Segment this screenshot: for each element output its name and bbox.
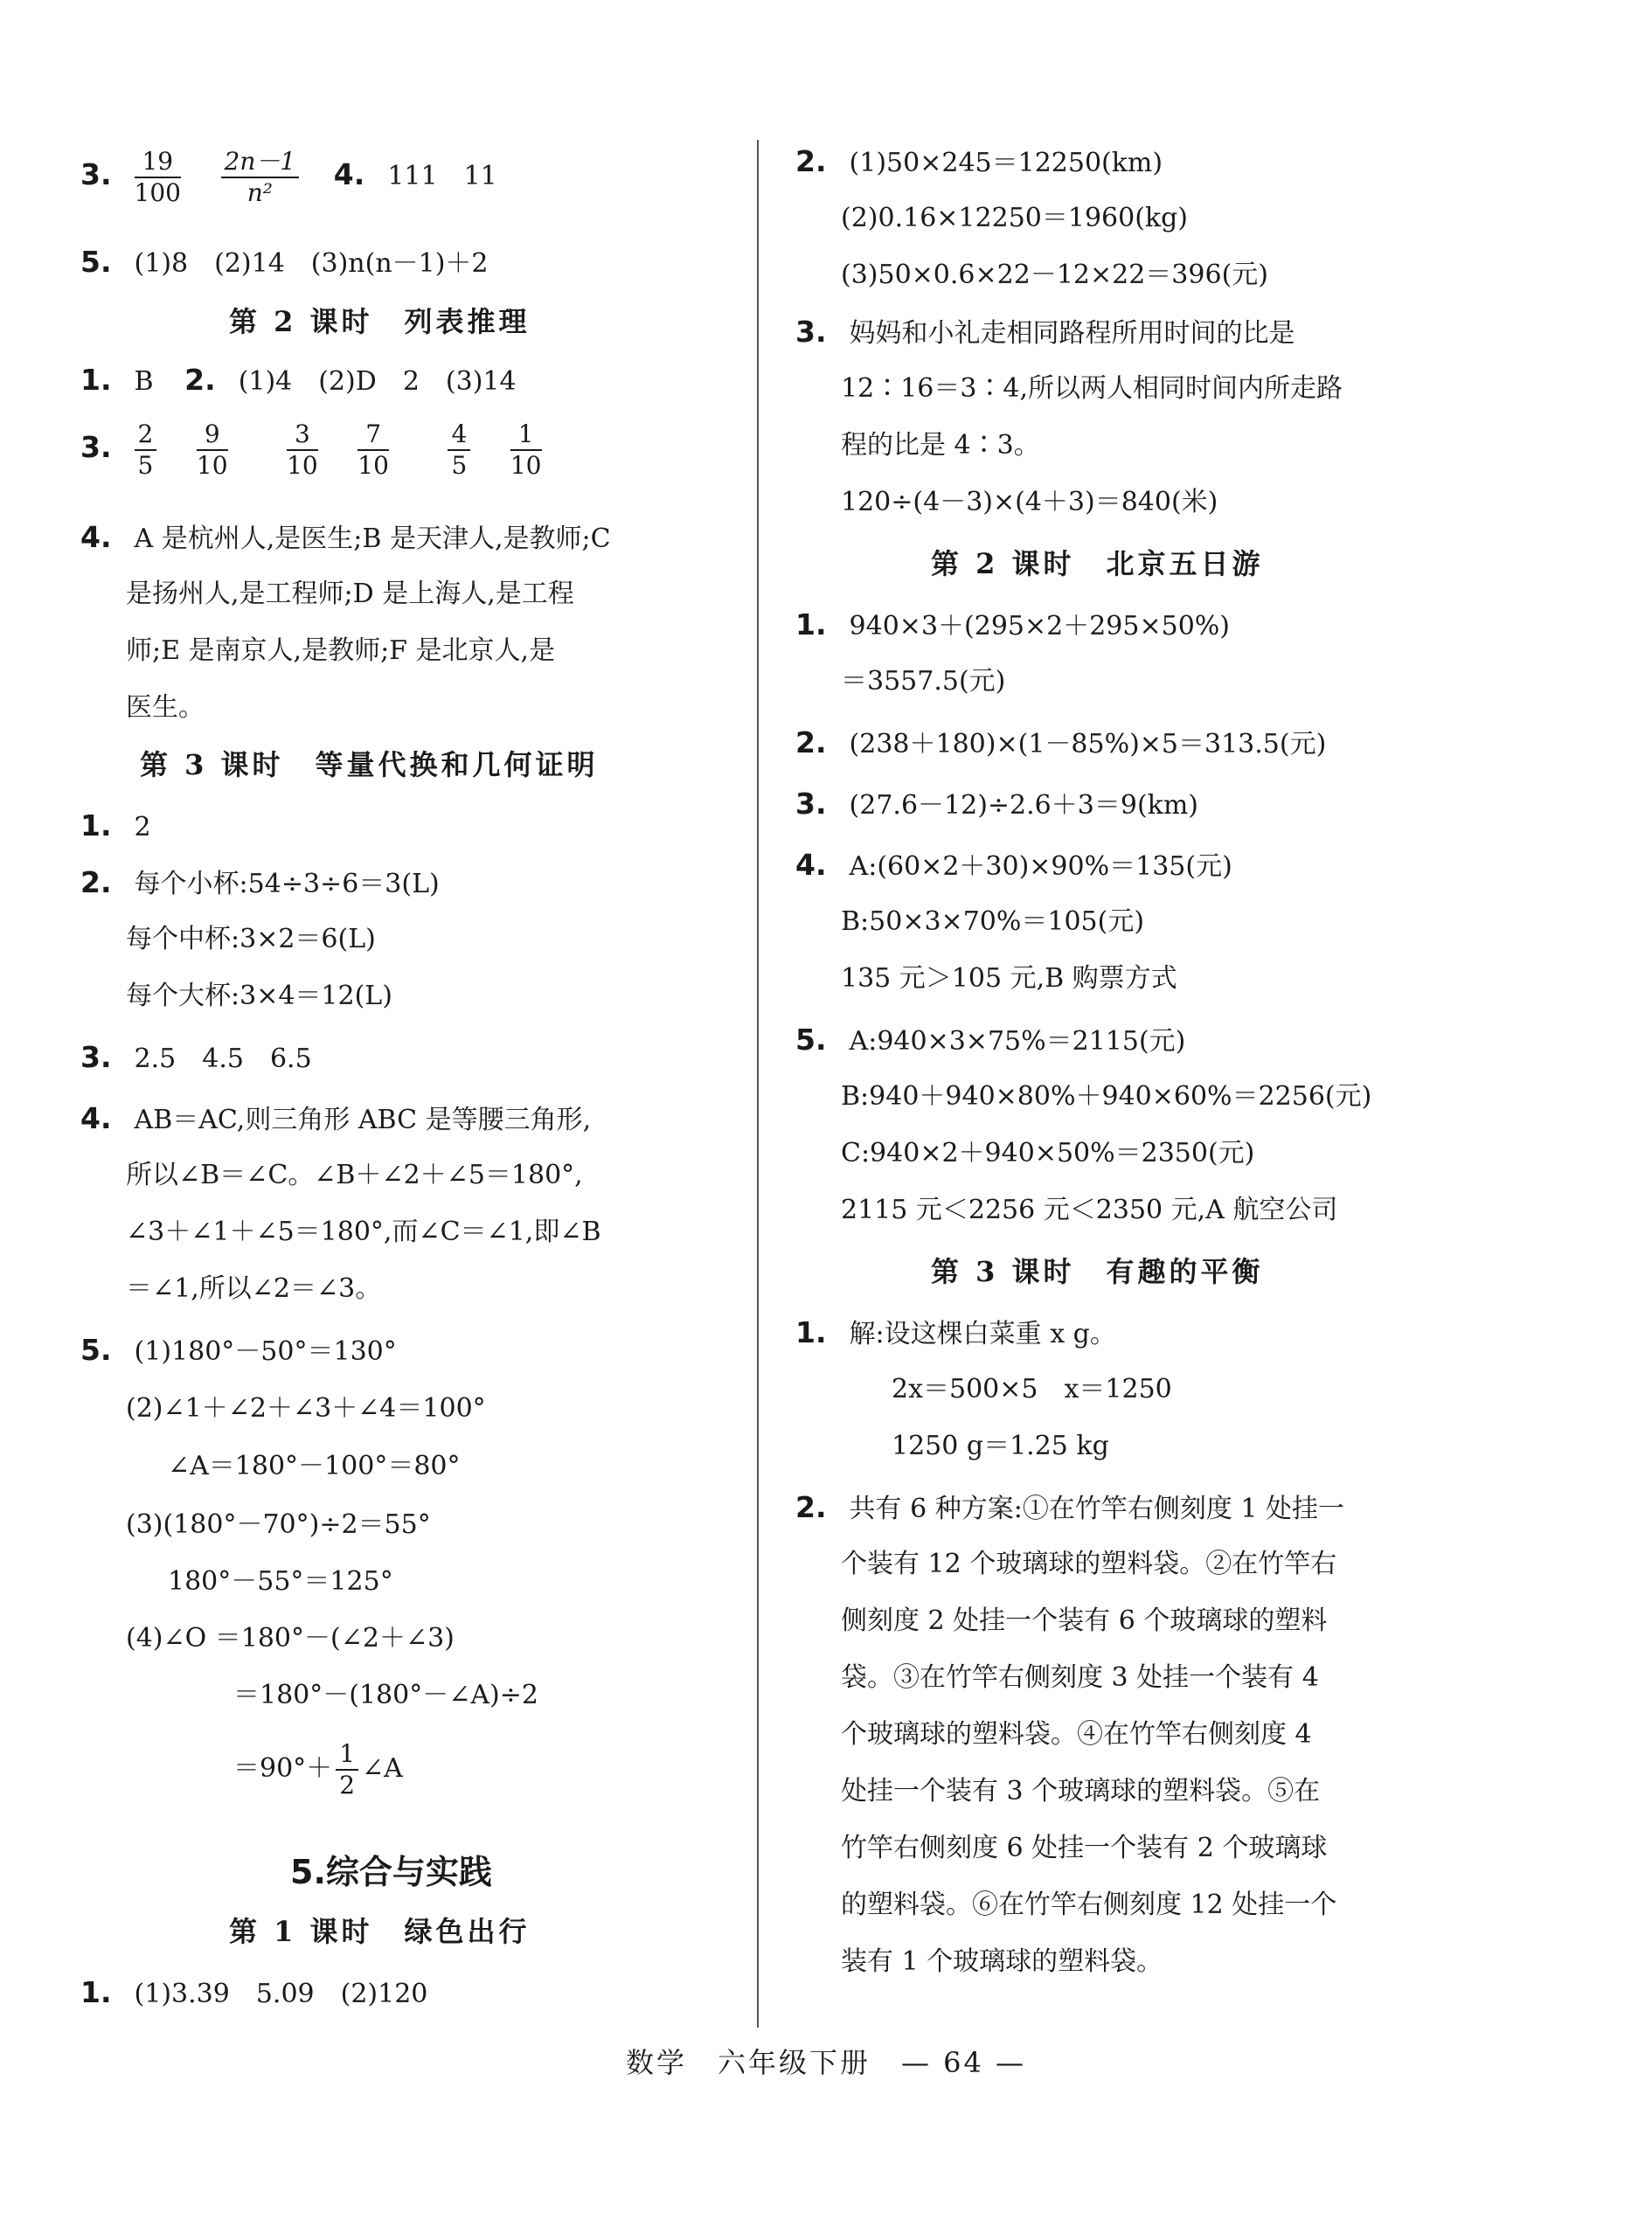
- item-number: 4.: [795, 848, 827, 882]
- numerator: 9: [197, 420, 228, 451]
- item-number: 4.: [80, 1101, 112, 1135]
- answer-text: B:940＋940×80%＋940×60%＝2256(元): [841, 1081, 1372, 1112]
- answer-text: 2.5 4.5 6.5: [134, 1044, 312, 1074]
- answer-line: [795, 315, 1295, 351]
- item-number: 5.: [80, 1333, 112, 1367]
- item-number: 1.: [80, 1975, 112, 2009]
- answer-text: 侧刻度 2 处挂一个装有 6 个玻璃球的塑料: [841, 1605, 1328, 1636]
- lesson-heading: 第 2 课时 列表推理: [229, 305, 531, 338]
- numerator: 19: [135, 147, 181, 178]
- item-number: 3.: [795, 787, 827, 821]
- lesson-heading: 第 2 课时 北京五日游: [931, 547, 1264, 580]
- answer-line: [795, 848, 1232, 884]
- answer-line: [80, 420, 558, 481]
- answer-text: 每个中杯:3×2＝6(L): [126, 924, 376, 954]
- answer-text: C:940×2＋940×50%＝2350(元): [841, 1138, 1255, 1169]
- answer-text: (2)∠1＋∠2＋∠3＋∠4＝100°: [126, 1393, 486, 1424]
- answer-line: [795, 725, 1326, 762]
- denominator: n²: [246, 178, 274, 207]
- item-number: 1.: [80, 363, 112, 397]
- lesson-heading: 第 3 课时 有趣的平衡: [931, 1255, 1264, 1288]
- fraction: [135, 147, 181, 208]
- answer-line: [80, 1101, 591, 1138]
- answer-text: 111 11: [387, 161, 497, 191]
- denominator: 100: [134, 178, 181, 207]
- answer-text: ＝3557.5(元): [841, 666, 1006, 697]
- answer-text: 共有 6 种方案:①在竹竿右侧刻度 1 处挂一: [849, 1494, 1344, 1524]
- answer-line: [233, 1739, 403, 1800]
- fraction: [357, 420, 389, 481]
- answer-text: (3)50×0.6×22－12×22＝396(元): [841, 260, 1268, 290]
- lesson-heading: 第 1 课时 绿色出行: [229, 1915, 531, 1948]
- answer-line: [80, 363, 517, 399]
- answer-text: (1)4 (2)D 2 (3)14: [238, 366, 517, 397]
- answer-text: (1)3.39 5.09 (2)120: [134, 1979, 428, 2009]
- answer-line: [80, 865, 440, 902]
- answer-text: 180°－55°＝125°: [168, 1566, 393, 1597]
- answer-text: 120÷(4－3)×(4＋3)＝840(米): [841, 487, 1218, 517]
- denominator: 10: [510, 451, 542, 480]
- answer-text: B:50×3×70%＝105(元): [841, 906, 1145, 937]
- fraction: [448, 420, 470, 481]
- answer-text: 个装有 12 个玻璃球的塑料袋。②在竹竿右: [841, 1549, 1337, 1579]
- answer-line: [795, 607, 1230, 644]
- fraction: [197, 420, 228, 481]
- answer-text: ∠A＝180°－100°＝80°: [168, 1451, 461, 1481]
- denominator: 10: [357, 451, 389, 480]
- answer-text: (238＋180)×(1－85%)×5＝313.5(元): [849, 729, 1327, 759]
- answer-text: 每个大杯:3×4＝12(L): [126, 981, 392, 1011]
- answer-text: (2)0.16×12250＝1960(kg): [841, 203, 1189, 233]
- item-number: 2.: [795, 144, 827, 178]
- answer-text: A 是杭州人,是医生;B 是天津人,是教师;C: [134, 524, 611, 554]
- answer-text: 是扬州人,是工程师;D 是上海人,是工程: [126, 579, 574, 609]
- answer-text: 袋。③在竹竿右侧刻度 3 处挂一个装有 4: [841, 1662, 1319, 1693]
- answer-text: 所以∠B＝∠C。∠B＋∠2＋∠5＝180°,: [126, 1160, 583, 1190]
- denominator: 10: [287, 451, 318, 480]
- answer-text: 医生。: [126, 692, 205, 723]
- numerator: 7: [357, 420, 389, 451]
- fraction: [510, 420, 542, 481]
- item-number: 1.: [795, 1315, 827, 1349]
- numerator: 1: [336, 1739, 358, 1771]
- answer-text: (3)(180°－70°)÷2＝55°: [126, 1509, 431, 1540]
- answer-text: 2x＝500×5 x＝1250: [892, 1374, 1172, 1404]
- answer-line: [80, 1975, 427, 2012]
- numerator: 1: [510, 420, 542, 451]
- denominator: 10: [196, 451, 228, 480]
- answer-text: 1250 g＝1.25 kg: [892, 1431, 1109, 1461]
- answer-line: [80, 1040, 312, 1077]
- answer-text: 处挂一个装有 3 个玻璃球的塑料袋。⑤在: [841, 1776, 1321, 1807]
- item-number: 4.: [333, 157, 365, 191]
- answer-line: [80, 147, 497, 208]
- answer-line: [80, 1333, 397, 1370]
- fraction: [336, 1739, 358, 1800]
- answer-line: [795, 1315, 1116, 1352]
- answer-text: ＝180°－(180°－∠A)÷2: [233, 1680, 538, 1710]
- item-number: 2.: [795, 725, 827, 759]
- column-divider: [757, 140, 759, 2028]
- answer-text: B: [134, 366, 154, 397]
- fraction: [287, 420, 318, 481]
- numerator: 2: [135, 420, 157, 451]
- answer-line: [795, 1490, 1344, 1527]
- denominator: 5: [451, 451, 468, 480]
- item-number: 3.: [80, 1040, 112, 1074]
- fraction: [221, 147, 300, 208]
- answer-text: A:(60×2＋30)×90%＝135(元): [849, 851, 1232, 882]
- answer-text: (1)180°－50°＝130°: [134, 1336, 397, 1367]
- answer-line: [795, 144, 1163, 181]
- answer-text: ∠3＋∠1＋∠5＝180°,而∠C＝∠1,即∠B: [126, 1217, 601, 1247]
- answer-text: 个玻璃球的塑料袋。④在竹竿右侧刻度 4: [841, 1719, 1312, 1750]
- item-number: 5.: [795, 1023, 827, 1057]
- item-number: 2.: [795, 1490, 827, 1524]
- item-number: 5.: [80, 245, 112, 279]
- answer-text: 2115 元＜2256 元＜2350 元,A 航空公司: [841, 1195, 1338, 1225]
- answer-text: ＝90°＋: [233, 1753, 333, 1784]
- answer-text: (27.6－12)÷2.6＋3＝9(km): [849, 790, 1198, 821]
- denominator: 5: [137, 451, 154, 480]
- answer-text: 每个小杯:54÷3÷6＝3(L): [134, 869, 440, 899]
- answer-line: [795, 1023, 1185, 1059]
- answer-text: 竹竿右侧刻度 6 处挂一个装有 2 个玻璃球: [841, 1833, 1328, 1863]
- answer-text: 的塑料袋。⑥在竹竿右侧刻度 12 处挂一个: [841, 1890, 1337, 1920]
- numerator: 4: [448, 420, 470, 451]
- answer-text: 程的比是 4∶3。: [841, 430, 1040, 461]
- item-number: 3.: [80, 430, 112, 464]
- answer-text: 940×3＋(295×2＋295×50%): [849, 611, 1231, 641]
- answer-text: 师;E 是南京人,是教师;F 是北京人,是: [126, 635, 556, 666]
- answer-text: (1)8 (2)14 (3)n(n－1)＋2: [134, 248, 489, 279]
- answer-text: ∠A: [362, 1753, 403, 1784]
- item-number: 3.: [795, 315, 827, 349]
- numerator: 3: [287, 420, 318, 451]
- answer-text: 135 元＞105 元,B 购票方式: [841, 963, 1177, 994]
- answer-text: 装有 1 个玻璃球的塑料袋。: [841, 1946, 1163, 1977]
- numerator: 2n－1: [221, 147, 300, 178]
- answer-text: 解:设这棵白菜重 x g。: [849, 1319, 1116, 1349]
- answer-text: A:940×3×75%＝2115(元): [849, 1026, 1186, 1057]
- answer-text: AB＝AC,则三角形 ABC 是等腰三角形,: [134, 1105, 592, 1135]
- item-number: 1.: [80, 808, 112, 843]
- answer-text: 2: [134, 812, 151, 843]
- answer-line: [80, 245, 489, 281]
- answer-text: 12∶16＝3∶4,所以两人相同时间内所走路: [841, 373, 1343, 404]
- item-number: 3.: [80, 157, 112, 191]
- denominator: 2: [339, 1771, 356, 1800]
- answer-line: [80, 808, 151, 845]
- answer-line: [80, 520, 611, 557]
- page-footer: 数学 六年级下册 — 64 —: [625, 2046, 1027, 2079]
- answer-text: (4)∠O ＝180°－(∠2＋∠3): [126, 1623, 455, 1654]
- item-number: 4.: [80, 520, 112, 554]
- answer-text: (1)50×245＝12250(km): [849, 148, 1163, 178]
- answer-line: [795, 787, 1198, 823]
- item-number: 1.: [795, 607, 827, 641]
- answer-text: ＝∠1,所以∠2＝∠3。: [126, 1273, 382, 1304]
- item-number: 2.: [184, 363, 216, 397]
- chapter-title: 5.综合与实践: [290, 1853, 492, 1891]
- fraction: [135, 420, 157, 481]
- item-number: 2.: [80, 865, 112, 899]
- answer-text: 妈妈和小礼走相同路程所用时间的比是: [849, 318, 1295, 349]
- lesson-heading: 第 3 课时 等量代换和几何证明: [140, 748, 599, 781]
